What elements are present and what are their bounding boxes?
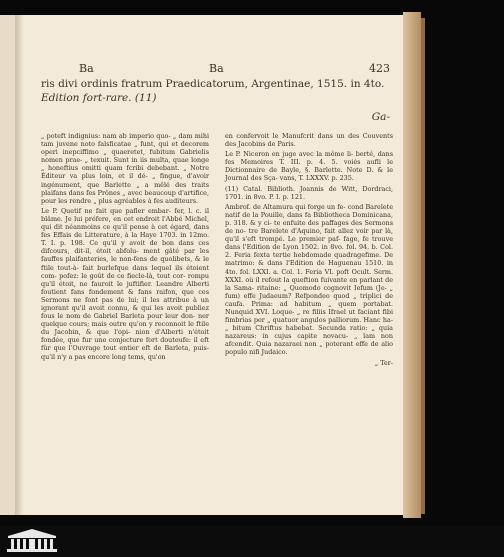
page-stack-edge bbox=[403, 12, 421, 518]
paragraph: (11) Catal. Biblioth. Joannis de Witt, Dordraci, 1701. in 8vo. P. I. p. 121. bbox=[225, 184, 393, 201]
paragraph: en confervoit le Manufcrit dans un des Couvents des Jacobins de Paris. bbox=[225, 132, 393, 149]
edition-note: Edition fort-rare. (11) bbox=[41, 92, 157, 104]
right-text-column bbox=[225, 132, 393, 367]
library-building-icon bbox=[4, 527, 60, 553]
book-page bbox=[15, 15, 403, 515]
running-header bbox=[39, 62, 394, 76]
catchword: „ Ter- bbox=[374, 358, 393, 367]
paragraph: Le P. Niceron en juge avec la même li- berté, dans fes Memoires T. III. p. 4. 5. voiés aufli le Dictionnaire de Bayle, §. Barlette. Note D. & le Journal des Sça- vans, T. LXXXV. p. 235. bbox=[225, 150, 393, 183]
left-text-column bbox=[41, 132, 209, 363]
header-left: Ba bbox=[79, 62, 94, 75]
header-middle: Ba bbox=[209, 62, 224, 75]
page-number: 423 bbox=[369, 62, 390, 75]
entry-title: ris divi ordinis fratrum Praedicatorum, Argentinae, 1515. in 4to. bbox=[41, 78, 385, 90]
footer-bar bbox=[0, 525, 504, 557]
page-gutter bbox=[15, 15, 24, 515]
book-cover-edge bbox=[421, 18, 425, 514]
paragraph: „ poteft indignius: nam ab imperio quo- „ dam mihi tam juvene noto falsficatae „ funt, qui et decorem operi inepciffimo „ quaeretet, fubitum Gabrielis nomen prae- „ texuit. Sunt in iis multa, quae longe „ honeftius omitti quam fcribi debebant. „ Notre Éditeur va plus loin, et il dé- „ fingue, d'avoir ingénument, que Barlette „ a mêlé des traits plaifans dans fes Prônes „ avec beaucoup d'artifice, pour les rendre „ plus agréables à fes auditeurs. bbox=[41, 132, 209, 205]
next-entry-heading: Ga- bbox=[371, 111, 390, 123]
paragraph: Le P. Quetif ne fait que pafler embar- fer, l. c. il blâme. Je lui préfere, en cet endroit l'Abbé Michel, qui dit néanmoins ce qu'il pense à cet égard, dans fes Effais de Litterature, à la Haye 1703. in 12mo. T. I. p. 198. Ce qu'il y avoit de bon dans ces difcours, dit-il, étoit abfolu- ment gâté par les fauffes plaifanteries, le non-fens de quolibets, & le ftile tout-à- fait burlefque dans lequel ils étoient com- pofez: le goût de ce fiecle-là, tout cor- rompu qu'il étoit, ne fauroit le juftifier. Leandre Alberti foutient fans fondement & fans raifon, que ces Sermons ne font pas de lui; il les attribue à un ignorant qu'il avoit connu, & qui les avoit publiez fous le nom de Gabriel Barleta pour leur don- ner quelque cours; mais outre qu'on y reconnoit le ftile du Jacobin, & que l'opi- nion d'Alberti n'étoit fondée, que fur une conjecture fort douteufe: il eft fûr que l'Ouvrage tout entier eft de Barleta, puis- qu'il n'y a pas encore long tems, qu'on bbox=[41, 206, 209, 361]
facing-page-edge bbox=[0, 15, 15, 515]
paragraph: Ambrof. de Altamura qui forge un fe- cond Barelete natif de la Pouille, dans fa Bibliotheca Dominicana, p. 318. & y ci- te enfuite des paffages des Sermons de no- tre Barelete d'Aquino, fait allez voir par là, qu'il s'eft trompé. Le premier paf- fage, fe trouve dans l'Edition de Lyon 1502. in 8vo. fol. 94. b. Col. 2. Feria fexta tertie hebdomade quadragefime. De matrimo: & dans l'Edition de Haguenau 1510. in 4to. fol. LXXI. a. Col. 1. Feria VI. poft Ocult. Serm. XXXI. où il refout la queftion fuivante en parlant de la Sama- ritaine: „ Quomodo cognovit Iefum (Je- „ fum) effe Judaeum? Refpondeo quod „ triplici de caufa. Prima: ad habitum „ quem portabat. Nunquid XVI. Loque- „ re filiis Ifrael ut faciant fibi fimbrias per „ quatuor angulos palliorum. Hanc ha- „ bitum Chriftus habebat. Secunda ratio: „ quia nazareus: in cujus capite novacu- „ lam non afcendit. Quia nazaraei non „ poterant effe de alio populo nifi Judaico. bbox=[225, 202, 393, 357]
